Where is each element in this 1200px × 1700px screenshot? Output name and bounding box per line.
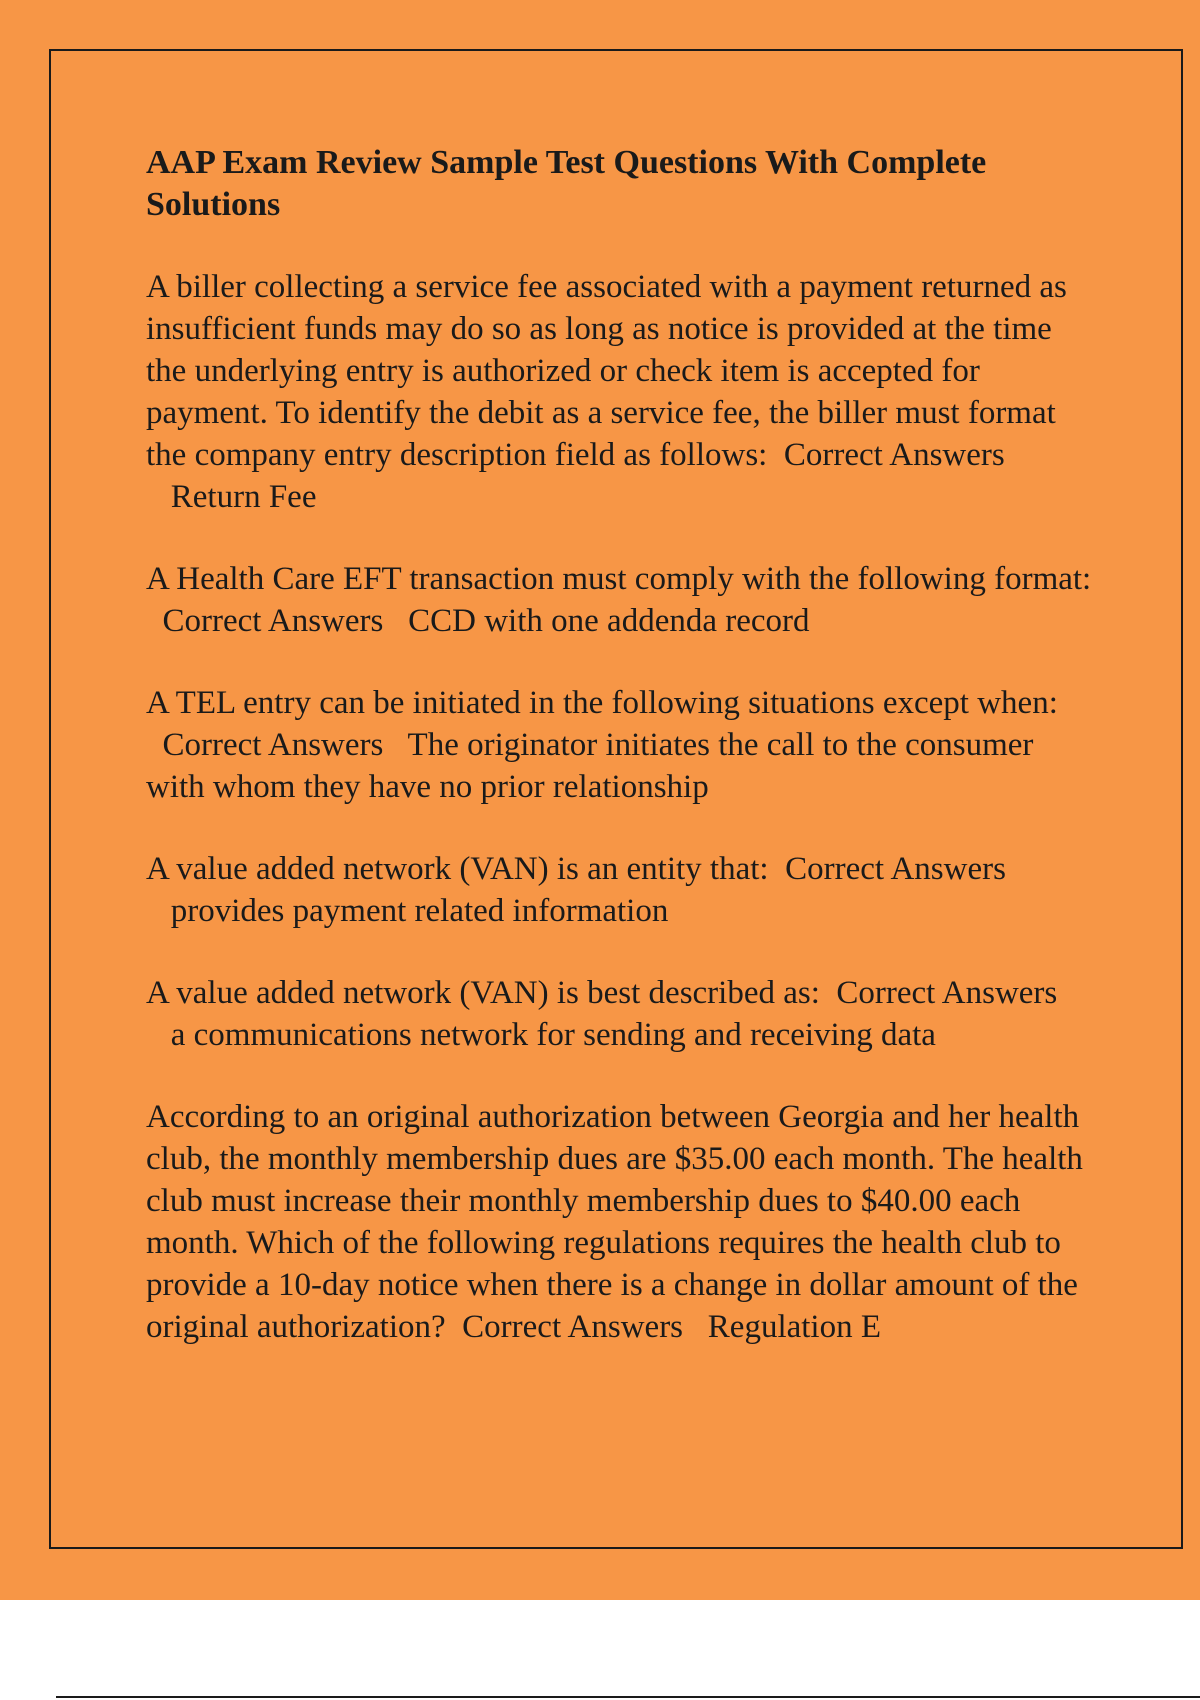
qa-item xyxy=(146,1096,1096,1348)
qa-item xyxy=(146,972,1096,1056)
question-text: A biller collecting a service fee associated with a payment returned as insufficient funds may do so as long as notice is provided at the time the underlying entry is authorized or check item is accepted for payment. To identify the debit as a service fee, the biller must format the company entry description field as follows: xyxy=(146,269,1067,473)
document-content xyxy=(146,142,1096,1388)
question-text: A TEL entry can be initiated in the following situations except when: xyxy=(146,685,1058,721)
answer-text: The originator initiates the call to the consumer with whom they have no prior relationship xyxy=(146,727,1034,805)
qa-item xyxy=(146,682,1096,808)
answer-text: a communications network for sending and receiving data xyxy=(170,1017,936,1053)
answer-text: CCD with one addenda record xyxy=(408,603,810,639)
qa-item xyxy=(146,848,1096,932)
answer-label: Correct Answers xyxy=(462,1309,684,1345)
question-text: A Health Care EFT transaction must comply with the following format: xyxy=(146,561,1092,597)
document-title: AAP Exam Review Sample Test Questions With Complete Solutions xyxy=(146,144,987,223)
answer-label: Correct Answers xyxy=(783,437,1005,473)
answer-label: Correct Answers xyxy=(836,975,1058,1011)
answer-text: provides payment related information xyxy=(170,893,669,929)
question-text: According to an original authorization between Georgia and her health club, the monthly membership dues are $35.00 each month. The health club must increase their monthly membership dues to $40.00 each month. Which of the following regulations requires the health club to provide a 10-day notice when there is a change in dollar amount of the original authorization? xyxy=(146,1099,1083,1345)
qa-item xyxy=(146,558,1096,642)
answer-label: Correct Answers xyxy=(785,851,1006,887)
answer-label: Correct Answers xyxy=(162,727,384,763)
qa-item xyxy=(146,266,1096,518)
question-text: A value added network (VAN) is an entity that: xyxy=(146,851,769,887)
footer-divider-line xyxy=(56,1696,1200,1698)
answer-label: Correct Answers xyxy=(162,603,384,639)
question-text: A value added network (VAN) is best described as: xyxy=(146,975,820,1011)
answer-text: Regulation E xyxy=(707,1309,881,1345)
answer-text: Return Fee xyxy=(170,479,317,515)
